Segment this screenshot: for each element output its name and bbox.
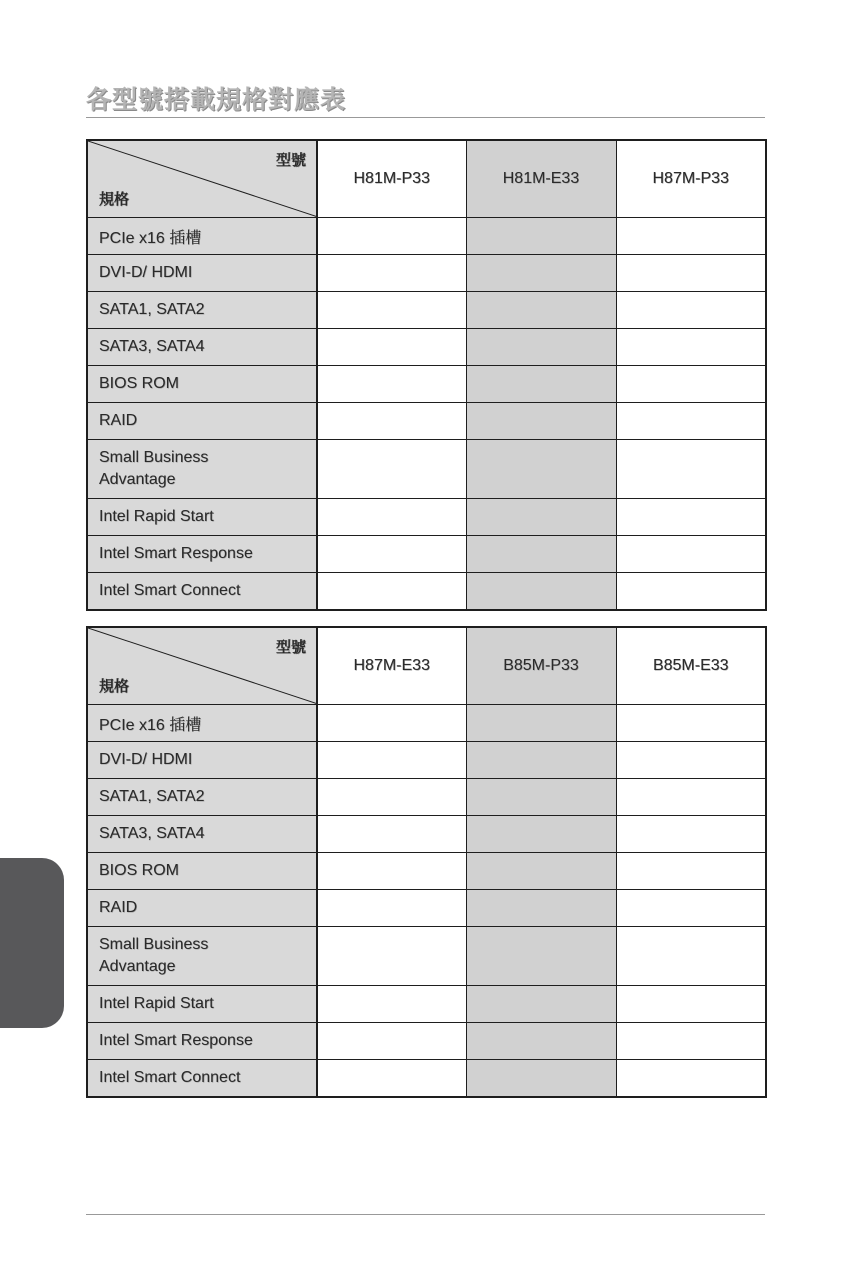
spec-cell [616,329,766,366]
table-row [87,742,766,779]
spec-cell [466,366,616,403]
spec-cell [466,1060,616,1098]
spec-cell [466,573,616,611]
spec-cell [317,255,466,292]
spec-cell [317,536,466,573]
table-row [87,440,766,499]
spec-label-line: Advantage [99,958,176,975]
spec-label: RAID [87,403,317,440]
spec-cell [466,1023,616,1060]
spec-cell [317,742,466,779]
spec-cell [616,499,766,536]
spec-cell [616,927,766,986]
spec-label: Intel Smart Response [87,1023,317,1060]
spec-cell [466,440,616,499]
spec-cell [466,705,616,742]
footer-divider [86,1214,765,1215]
spec-cell [466,853,616,890]
spec-cell [616,440,766,499]
model-header: H81M-E33 [466,140,616,218]
spec-cell [466,292,616,329]
spec-cell [317,403,466,440]
diagonal-header-cell [87,627,317,705]
spec-cell [616,986,766,1023]
spec-cell [466,499,616,536]
spec-cell [466,927,616,986]
chapter-side-tab [0,858,64,1028]
model-header: B85M-P33 [466,627,616,705]
table-row [87,853,766,890]
spec-label-line: Small Business [99,936,209,953]
spec-cell [317,986,466,1023]
spec-label: SATA1, SATA2 [87,292,317,329]
spec-cell [317,1023,466,1060]
spec-cell [317,440,466,499]
spec-cell [317,927,466,986]
table-row [87,292,766,329]
spec-cell [317,329,466,366]
spec-label: RAID [87,890,317,927]
spec-label: Intel Rapid Start [87,986,317,1023]
spec-cell [466,536,616,573]
model-header: H87M-P33 [616,140,766,218]
spec-cell [317,1060,466,1098]
table-row [87,986,766,1023]
spec-label: Intel Smart Connect [87,1060,317,1098]
table-row [87,218,766,255]
spec-cell [317,779,466,816]
model-header: H87M-E33 [317,627,466,705]
table-row [87,890,766,927]
spec-label: SATA1, SATA2 [87,779,317,816]
spec-cell [317,573,466,611]
table-row [87,536,766,573]
model-header: B85M-E33 [616,627,766,705]
spec-cell [317,366,466,403]
spec-label: SATA3, SATA4 [87,329,317,366]
spec-cell [616,1023,766,1060]
table-row [87,1023,766,1060]
spec-label: PCIe x16 插槽 [87,705,317,742]
table-row [87,705,766,742]
spec-label: Intel Rapid Start [87,499,317,536]
spec-cell [466,816,616,853]
spec-cell [317,499,466,536]
spec-cell [616,366,766,403]
spec-table-2 [86,626,767,1098]
spec-label: DVI-D/ HDMI [87,742,317,779]
spec-table-1 [86,139,767,611]
spec-cell [616,403,766,440]
spec-cell [466,255,616,292]
spec-cell [616,705,766,742]
spec-label: BIOS ROM [87,853,317,890]
spec-label [87,440,317,499]
spec-cell [616,1060,766,1098]
spec-label: Intel Smart Connect [87,573,317,611]
spec-cell [616,816,766,853]
spec-label: DVI-D/ HDMI [87,255,317,292]
table-row [87,403,766,440]
spec-cell [317,705,466,742]
spec-cell [466,986,616,1023]
spec-label: BIOS ROM [87,366,317,403]
spec-cell [616,853,766,890]
spec-cell [616,779,766,816]
table-row [87,816,766,853]
spec-label-line: Advantage [99,471,176,488]
title-divider [86,117,765,118]
spec-cell [317,853,466,890]
spec-cell [317,816,466,853]
spec-cell [317,890,466,927]
model-header: H81M-P33 [317,140,466,218]
spec-label: PCIe x16 插槽 [87,218,317,255]
spec-cell [616,536,766,573]
spec-cell [466,403,616,440]
table-row [87,573,766,611]
model-axis-label: 型號 [275,151,306,169]
spec-cell [466,329,616,366]
table-row [87,1060,766,1098]
spec-axis-label: 規格 [99,677,130,695]
table-header-row [87,627,766,705]
table-row [87,499,766,536]
spec-label [87,927,317,986]
table-row [87,329,766,366]
model-axis-label: 型號 [275,638,306,656]
spec-cell [616,292,766,329]
table-row [87,366,766,403]
spec-label-line: Small Business [99,449,209,466]
spec-cell [466,890,616,927]
spec-axis-label: 規格 [99,190,130,208]
spec-label: Intel Smart Response [87,536,317,573]
table-row [87,927,766,986]
diagonal-header-cell [87,140,317,218]
spec-cell [616,742,766,779]
table-row [87,255,766,292]
spec-cell [317,292,466,329]
spec-cell [466,742,616,779]
spec-cell [616,218,766,255]
spec-cell [616,890,766,927]
table-header-row [87,140,766,218]
spec-label: SATA3, SATA4 [87,816,317,853]
spec-cell [466,218,616,255]
spec-cell [466,779,616,816]
page-title: 各型號搭載規格對應表 [86,85,347,114]
spec-cell [616,573,766,611]
spec-cell [616,255,766,292]
spec-cell [317,218,466,255]
table-row [87,779,766,816]
